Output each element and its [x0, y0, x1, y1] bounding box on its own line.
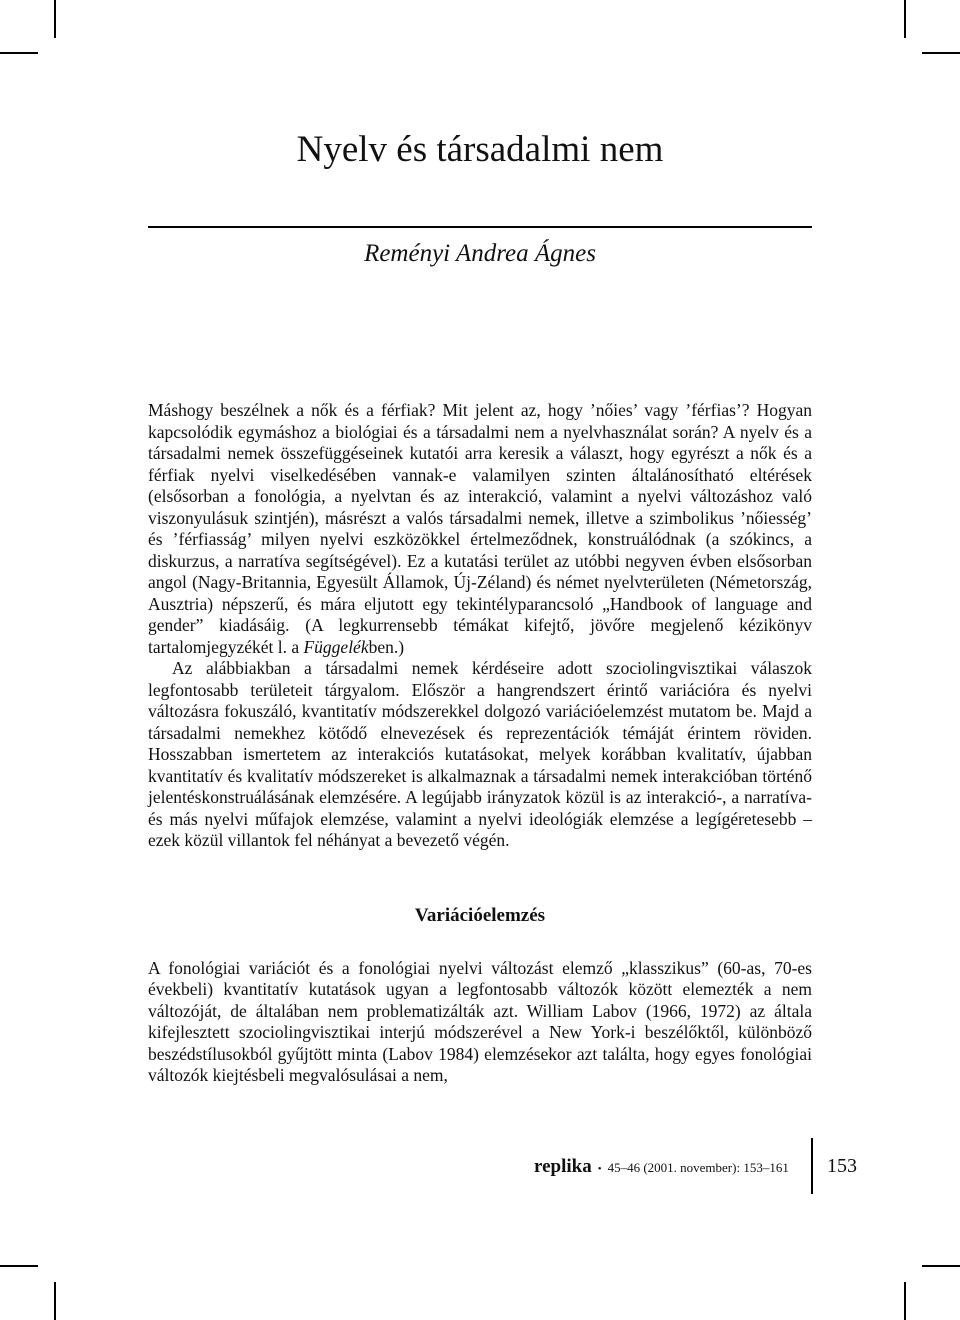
crop-mark	[54, 0, 56, 38]
issue-citation: 45–46 (2001. november): 153–161	[607, 1160, 789, 1175]
paragraph	[148, 400, 812, 658]
title-divider	[148, 226, 812, 228]
paragraph: A fonológiai variációt és a fonológiai nyelvi változást elemző „klasszikus” (60-as, 70-es évekbeli) kvantitatív kutatások ugyan a legfontosabb változók között elemezték a nem változóját, de általában nem problematizálták azt. William Labov (1966, 1972) az általa kifejlesztett szociolingvisztikai interjú módszerével a New York-i beszélőktől, különböző beszédstílusokból gyűjtött minta (Labov 1984) elemzésekor azt találta, hogy egyes fonológiai változók kiejtésbeli megvalósulásai a nem,	[148, 957, 812, 1085]
page-number: 153	[827, 1155, 857, 1177]
crop-mark	[0, 52, 38, 54]
running-footer	[534, 1156, 789, 1178]
crop-mark	[904, 1282, 906, 1320]
bullet-separator: •	[597, 1163, 602, 1175]
crop-mark	[922, 52, 960, 54]
italic-reference: Függelék	[303, 636, 369, 657]
paragraph-text: ben.)	[368, 636, 405, 657]
paragraph: Az alábbiakban a társadalmi nemek kérdéseire adott szociolingvisztikai válaszok legfontosabb területeit tárgyalom. Először a hangrendszert érintő variációra és nyelvi változásra fokuszáló, kvantitatív módszerekkel dolgozó variációelemzést mutatom be. Majd a társadalmi nemekhez kötődő elnevezések és reprezentációk témáját érintem röviden. Hosszabban ismertetem az interakciós kutatásokat, melyek korábban kvalitatív, újabban kvantitatív és kvalitatív módszereket is alkalmaznak a társadalmi nemek interakcióban történő jelentéskonstruálásának elemzésére. A legújabb irányzatok közül is az interakció-, a narratíva- és más nyelvi műfajok elemzése, valamint a nyelvi ideológiák elemzése a legígéretesebb – ezek közül villantok fel néhányat a bevezető végén.	[148, 658, 812, 850]
article-author: Reményi Andrea Ágnes	[364, 240, 596, 267]
article-body	[148, 400, 812, 1087]
crop-mark	[0, 1265, 38, 1267]
article-title: Nyelv és társadalmi nem	[296, 129, 664, 170]
crop-mark	[904, 0, 906, 38]
paragraph-text: Máshogy beszélnek a nők és a férfiak? Mit jelent az, hogy ’nőies’ vagy ’férfias’? Hogyan kapcsolódik egymáshoz a biológiai és a társadalmi nem a nyelvhasználat során? A nyelv és a társadalmi nemek összefüggéseinek kutatói arra keresik a választ, hogy egyrészt a nők és a férfiak nyelvi viselkedésében vannak-e valamilyen szinten általánosítható eltérések (elsősorban a fonológia, a nyelvtan és az interakció, valamint a nyelvi változáshoz való viszonyulásuk szintjén), másrészt a valós társadalmi nemek, illetve a szimbolikus ’nőiesség’ és ’férfiasság’ milyen nyelvi eszközökkel értelmeződnek, konstruálódnak (a szókincs, a diskurzus, a narratíva segítségével). Ez a kutatási terület az utóbbi negyven évben elsősorban angol (Nagy-Britannia, Egyesült Államok, Új-Zéland) és német nyelvterületen (Németország, Ausztria) népszerű, és mára eljutott egy tekintélyparancsoló „Handbook of language and gender” kiadásáig. (A legkurrensebb témákat kifejtő, jövőre megjelenő kézikönyv tartalomjegyzékét l. a	[148, 400, 812, 657]
crop-mark	[54, 1282, 56, 1320]
footer-divider	[811, 1138, 813, 1194]
journal-name: replika	[534, 1156, 592, 1177]
crop-mark	[922, 1265, 960, 1267]
section-heading: Variációelemzés	[414, 904, 546, 926]
